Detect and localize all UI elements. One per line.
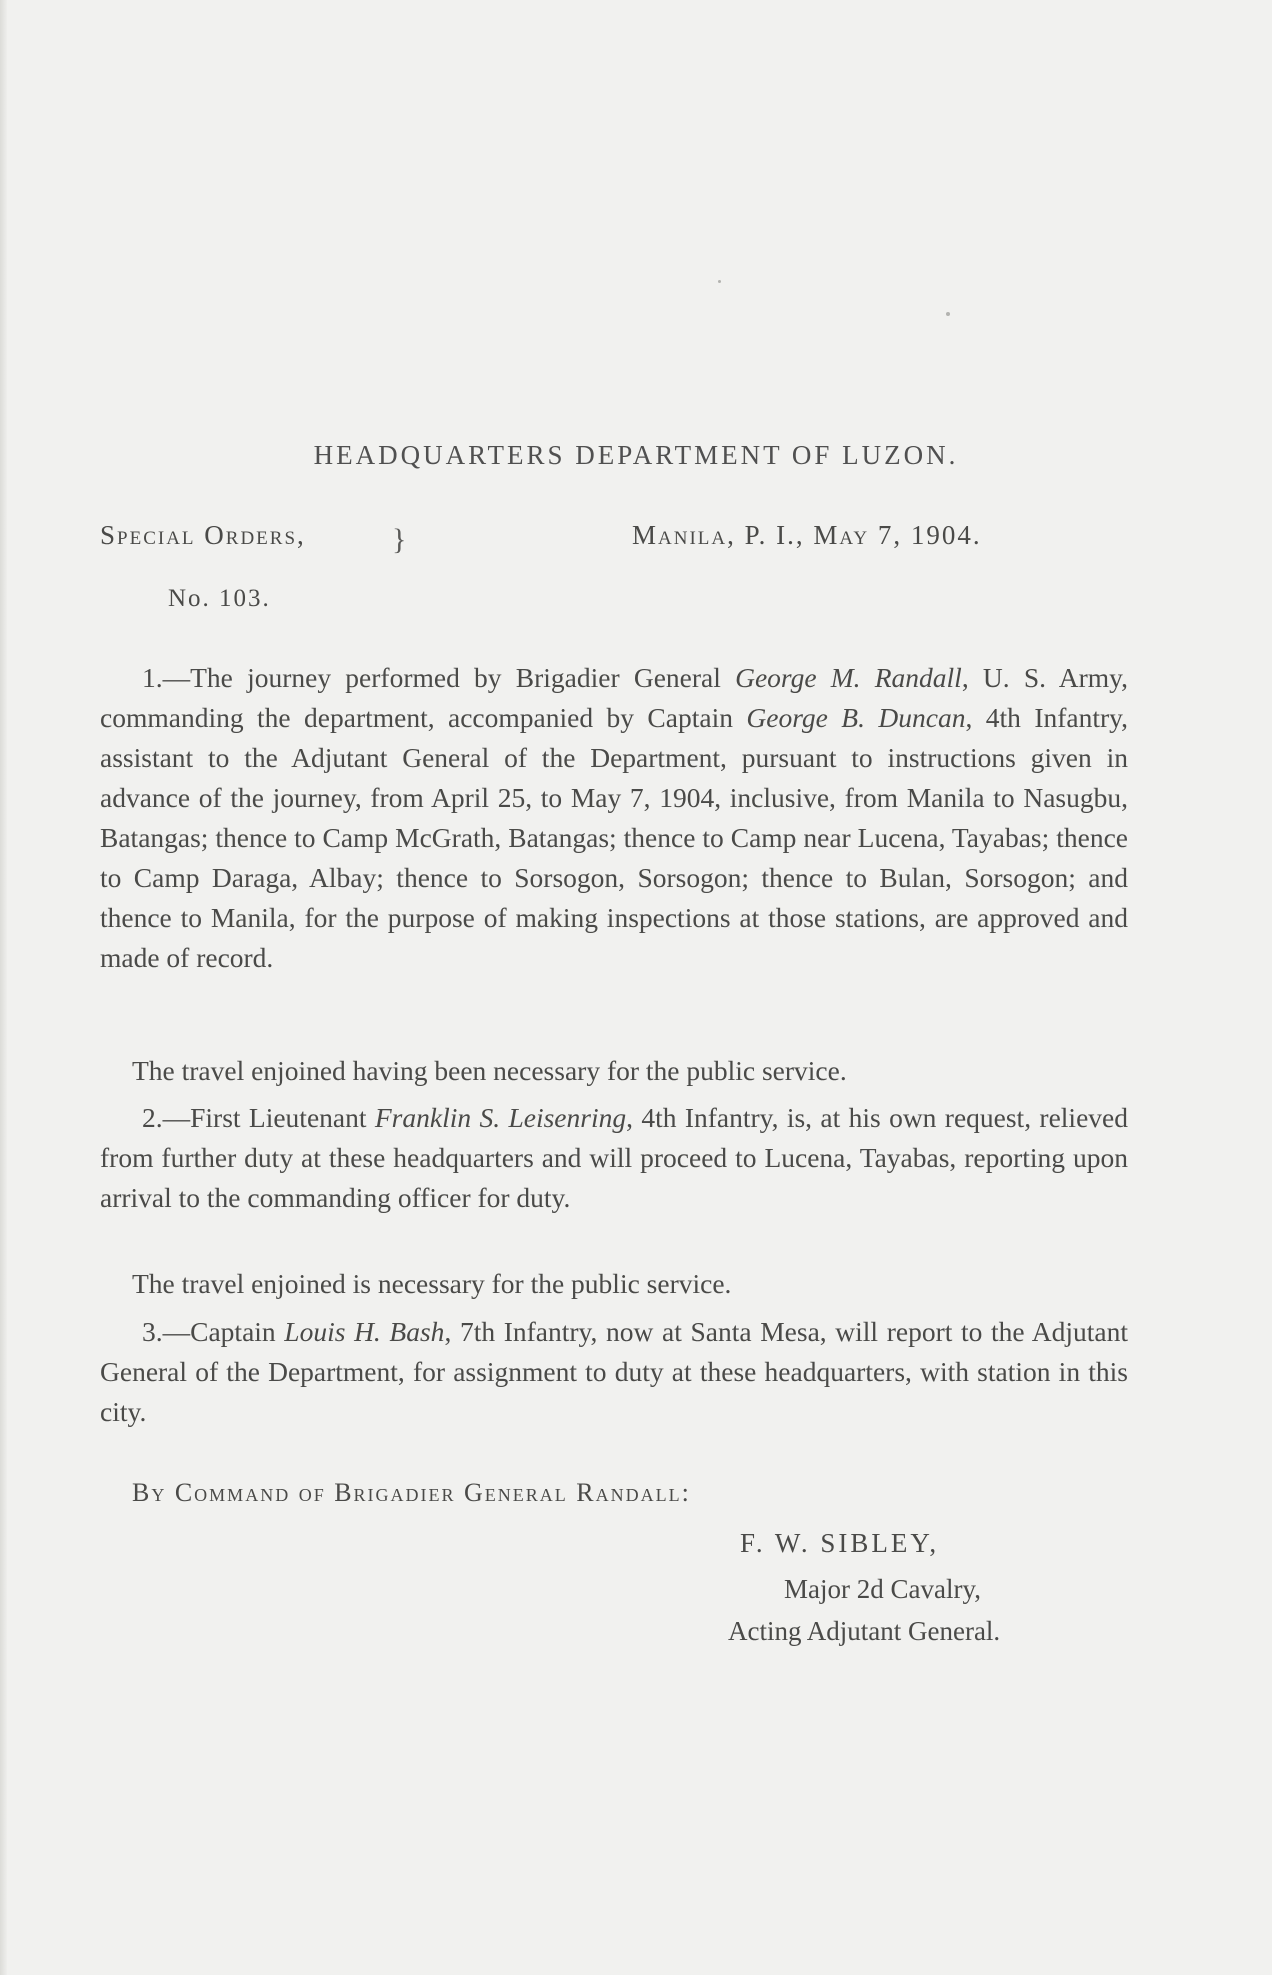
signature-rank: Major 2d Cavalry, <box>784 1574 981 1604</box>
paragraph-3-rest: , 7th Infantry, now at Santa Mesa, will report to the Adjutant General of the Department, for assignment to duty at these headquarters, with station in this city. <box>100 1316 1128 1427</box>
paragraph-1-rest: , 4th Infantry, assistant to the Adjutant General of the Department, pursuant to instructions given in advance of the journey, from April 25, to May 7, 1904, inclusive, from Manila to Nasugbu, Batangas; thence to Camp McGrath, Batangas; thence to Camp near Lucena, Tayabas; thence to Camp Daraga, Albay; thence to Sorsogon, Sorsogon; thence to Bulan, Sorsogon; and thence to Manila, for the purpose of making inspections at those stations, are approved and made of record. <box>100 702 1128 973</box>
person-name-duncan: George B. Duncan <box>746 702 966 733</box>
paragraph-2-prefix: 2.—First Lieutenant <box>142 1102 375 1133</box>
paper-speck <box>946 312 950 316</box>
paragraph-1-note: The travel enjoined having been necessary for the public service. <box>132 1055 847 1086</box>
brace-glyph: } <box>392 523 407 556</box>
person-name-leisenring: Franklin S. Leisenring <box>374 1102 627 1133</box>
paper-speck <box>718 280 721 283</box>
brace-mark <box>392 522 406 558</box>
person-name-bash: Louis H. Bash <box>284 1316 445 1347</box>
paragraph-1-middle: , U. S. Army, commanding the department, accompanied by Captain <box>100 662 1128 733</box>
paragraph-2-note: The travel enjoined is necessary for the public service. <box>132 1268 732 1299</box>
paragraph-3 <box>100 1312 1128 1432</box>
paragraph-1 <box>100 658 1128 978</box>
page-edge-shadow <box>0 0 7 1975</box>
paragraph-1-prefix: 1.—The journey performed by Brigadier General <box>142 662 736 693</box>
signature-name: F. W. SIBLEY, <box>740 1528 940 1558</box>
document-heading: HEADQUARTERS DEPARTMENT OF LUZON. <box>313 440 959 470</box>
paragraph-2 <box>100 1098 1128 1218</box>
place-and-date: Manila, P. I., May 7, 1904. <box>632 520 982 550</box>
paragraph-3-prefix: 3.—Captain <box>142 1316 285 1347</box>
command-line: By Command of Brigadier General Randall: <box>132 1478 691 1507</box>
orders-number: No. 103. <box>168 585 271 612</box>
signature-title: Acting Adjutant General. <box>728 1616 1001 1646</box>
paragraph-2-rest: , 4th Infantry, is, at his own request, relieved from further duty at these headquarters and will proceed to Lucena, Tayabas, reporting upon arrival to the commanding officer for duty. <box>100 1102 1128 1213</box>
person-name-randall: George M. Randall <box>735 662 962 693</box>
special-orders-label: Special Orders, <box>100 520 306 550</box>
